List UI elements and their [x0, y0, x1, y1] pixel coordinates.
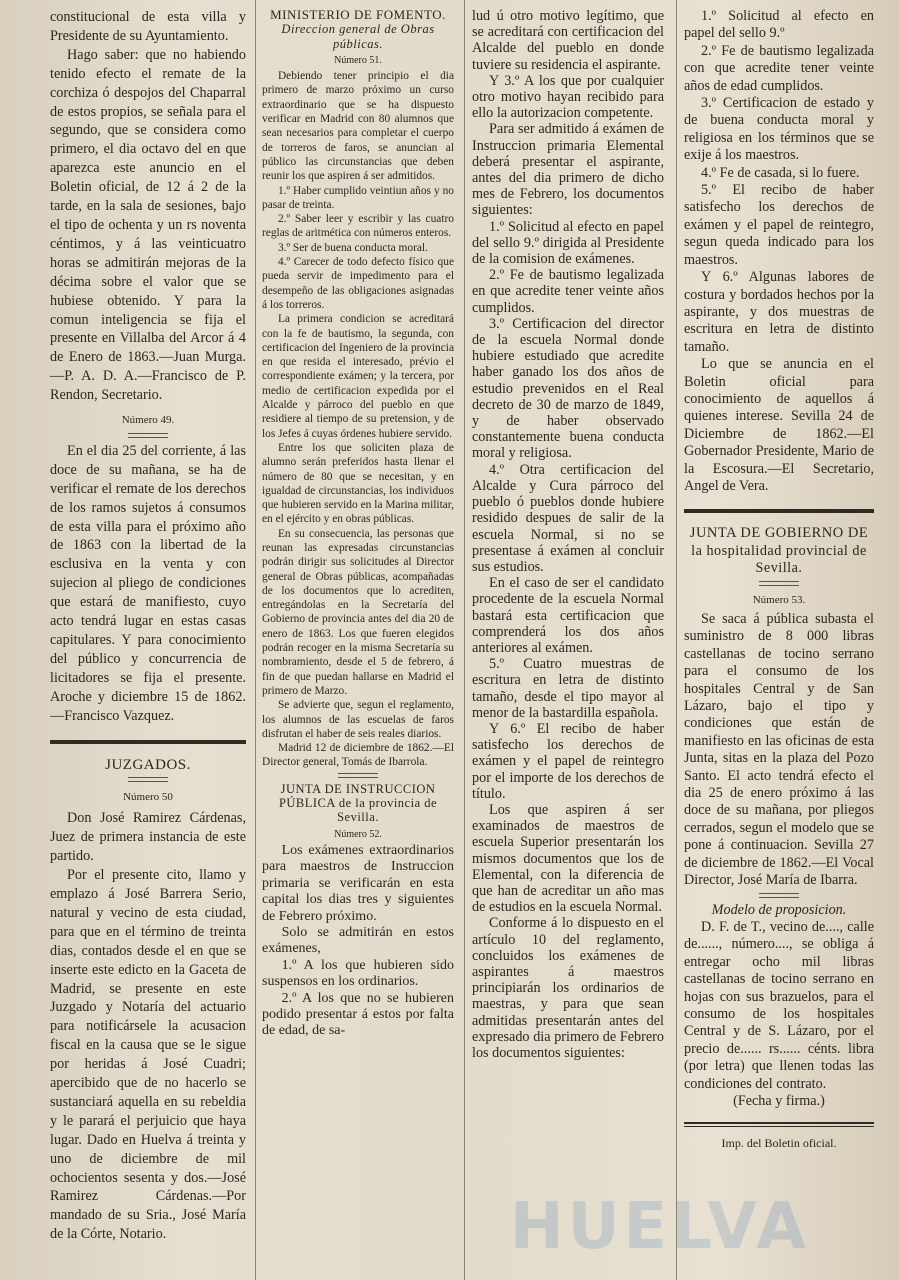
notice-number: Número 53.: [752, 593, 806, 606]
section-subheading: Direccion general de Obras públicas.: [281, 22, 435, 51]
paragraph: 1.º A los que hubieren sido suspensos en los ordinarios.: [262, 957, 454, 990]
signature-line: (Fecha y firma.): [733, 1092, 825, 1109]
paragraph: Conforme á lo dispuesto en el artículo 10 del reglamento, concluidos los exámenes de aspirantes á maestros principiarán los ordinarios de maestras, y para que sean admitidas presentarán antes del expresado dia primero de Febrero los documentos siguientes:: [472, 915, 664, 1061]
paragraph: 2.º A los que no se hubieren podido presentar á estos por falta de edad, de sa-: [262, 990, 454, 1039]
paragraph: Y 6.º Algunas labores de costura y bordados hechos por la aspirante, y dos muestras de escritura en letra de distinto tamaño.: [684, 269, 874, 355]
paragraph: Solo se admitirán en estos exámenes,: [262, 924, 454, 957]
paragraph: 2.º Fe de bautismo legalizada en que acredite tener veinte años cumplidos.: [472, 267, 664, 316]
paragraph: 1.º Solicitud al efecto en papel del sello 9.º dirigida al Presidente de la comision de exámenes.: [472, 218, 664, 268]
paragraph: D. F. de T., vecino de...., calle de......, número...., se obliga á entregar ocho mil libras castellanas de tocino serrano en hojas con sus brazuelos, para el consumo de los hospitales Central y de S. Lázaro, por el precio de...... rs...... cénts. libra (por letra) que llenen todas las condiciones del contrato.: [684, 918, 874, 1092]
column-rule: [464, 0, 465, 1280]
paragraph: 2.º Saber leer y escribir y las cuatro reglas de aritmética con números enteros.: [262, 213, 454, 240]
notice-number: Número 50: [123, 791, 173, 804]
paragraph: Los exámenes extraordinarios para maestros de Instruccion primaria se verificarán en esta capital los dias tres y siguientes de Febrero próximo.: [262, 842, 454, 924]
paragraph: Para ser admitido á exámen de Instruccion primaria Elemental deberá presentar el aspirante, antes del dia primero de dicho mes de Febrero, los documentos siguientes:: [472, 121, 664, 219]
small-divider: [128, 433, 168, 438]
section-heading: JUZGADOS.: [105, 756, 191, 773]
column-rule: [676, 0, 677, 1280]
paragraph: Y 6.º El recibo de haber satisfecho los derechos de exámen y el papel de reintegro por el importe de los derechos de título.: [472, 720, 664, 802]
paragraph: Se advierte que, segun el reglamento, los alumnos de las escuelas de faros disfrutan el haber de seis reales diarios.: [262, 699, 454, 740]
printer-imprint: Imp. del Boletin oficial.: [721, 1136, 837, 1151]
column-2: [262, 8, 454, 1276]
paragraph: 4.º Otra certificacion del Alcalde y Cura párroco del pueblo ó pueblos donde hubiere residido despues de salir de la escuela Normal, si no se presentase á exámen al concluir sus estudios.: [472, 461, 664, 575]
paragraph: 3.º Certificacion del director de la escuela Normal donde hubiere estudiado que acredite haber ganado los dos años de estudio prevenidos en el Real decreto de 30 de marzo de 1849, y de haber observado constantemente buena conducta moral y religiosa.: [472, 315, 664, 462]
section-divider: [684, 509, 874, 513]
paragraph: Se saca á pública subasta el suministro de 8 000 libras castellanas de tocino serrano para el consumo de los hospitales Central y de San Lázaro, bajo el tipo y condiciones que están de manifiesto en las oficinas de esta Junta, sitas en la plaza del Pozo Santo. El acto tendrá efecto el dia 25 de enero próximo á las doce de su mañana, por pliegos cerrados, segun el modelo que se pone á continuacion. Sevilla 27 de diciembre de 1862.—El Vocal Director, José María de Ibarra.: [684, 611, 874, 889]
notice-number: Número 49.: [121, 414, 175, 427]
small-divider: [759, 893, 799, 898]
small-divider: [759, 581, 799, 586]
section-heading: JUNTA DE INSTRUCCION PÚBLICA de la provincia de Sevilla.: [278, 781, 438, 825]
model-heading: Modelo de proposicion.: [711, 901, 847, 918]
column-1: [50, 8, 246, 1276]
paragraph: Madrid 12 de diciembre de 1862.—El Director general, Tomás de Ibarrola.: [262, 742, 454, 769]
paragraph: Debiendo tener principio el dia primero de marzo próximo un curso extraordinario que se ha dispuesto verificar en Madrid con 80 alumnos que sean necesarios para completar el cuerpo de torreros de faros, se anuncian al público las circunstancias que deben reunir los que aspiren á ser admitidos.: [262, 70, 454, 183]
section-divider: [684, 1122, 874, 1127]
paragraph: 2.º Fe de bautismo legalizada con que acredite tener veinte años de edad cumplidos.: [684, 42, 874, 94]
paragraph: Los que aspiren á ser examinados de maestros de escuela Superior presentarán los mismos documentos que los de Elemental, con la diferencia de que han de acreditar un año mas de estudios en la escuela Normal.: [472, 801, 664, 916]
paragraph: Hago saber: que no habiendo tenido efecto el remate de la corchiza ó despojos del Chaparral de estos propios, se señala para el segundo, que se considera como primero, el dia octavo del en que aparezca este anuncio en el Boletin oficial, de 12 á 2 de la tarde, en la sala de sesiones, bajo el tipo de ochenta y un rs noventa céntimos, y á las veinticuatro horas se admitirán mejoras de la décima sobre el valor que se hubiese obtenido. Y para la comun inteligencia se fija el presente en Villalba del Arcor á 4 de Enero de 1863.—Juan Murga.—P. A. D. A.—Francisco de P. Rendon, Secretario.: [50, 46, 246, 404]
paragraph: 4.º Fe de casada, si lo fuere.: [701, 164, 860, 181]
paragraph: 3.º Ser de buena conducta moral.: [277, 241, 428, 254]
paragraph: constitucional de esta villa y Presidente de su Ayuntamiento.: [50, 9, 246, 44]
paragraph: Lo que se anuncia en el Boletin oficial para conocimiento de aquellos á quienes interese. Sevilla 24 de Diciembre de 1862.—El Gobernador Presidente, Mario de la Escosura.—El Secretario, Angel de Vera.: [684, 356, 874, 494]
small-divider: [338, 773, 378, 778]
paragraph: 4.º Carecer de todo defecto físico que pueda servir de impedimento para el desempeño de las obligaciones asignadas á los torreros.: [262, 256, 454, 311]
small-divider: [128, 777, 168, 782]
paragraph: lud ú otro motivo legítimo, que se acreditará con certificacion del Alcalde del pueblo en donde tuviere su residencia el aspirante.: [472, 8, 664, 73]
paragraph: En su consecuencia, las personas que reunan las expresadas circunstancias podrán dirigir sus solicitudes al Director general de Obras públicas, acompañadas de los documentos que lo acrediten, entregándolas en la Secretaría del Gobierno de provincia antes del dia 20 de enero de 1863. Los que fueren elegidos podrán recoger en la misma Secretaría su nombramiento, desde el 5 de febrero, á fin de que puedan hallarse en Madrid el primero de Marzo.: [262, 527, 454, 697]
column-rule: [255, 0, 256, 1280]
paragraph: 5.º El recibo de haber satisfecho los derechos de exámen y el papel de reintegro, segun queda indicado para los maestros.: [684, 182, 874, 268]
watermark-logo: HUELVA: [510, 1190, 810, 1264]
paragraph: En el dia 25 del corriente, á las doce de su mañana, se ha de verificar el remate de los derechos de los ramos sujetos á consumos de esta villa para el próximo año de 1863 con la libertad de la esclusiva en la venta y con sujecion al pliego de condiciones que estará de manifiesto, cuyo acto tendrá lugar en estas casas capitulares. Y para conocimiento del público y concurrencia de licitadores se fija el presente. Aroche y diciembre 15 de 1862.—Francisco Vazquez.: [50, 442, 246, 724]
paragraph: 5.º Cuatro muestras de escritura en letra de distinto tamaño, desde el tipo mayor al menor de la bastardilla española.: [472, 656, 664, 721]
paragraph: En el caso de ser el candidato procedente de la escuela Normal bastará esta certificacion que comprenderá los dos años anteriores al exámen.: [472, 575, 664, 656]
column-3: [472, 8, 664, 1276]
paragraph: Don José Ramirez Cárdenas, Juez de primera instancia de este partido.: [50, 810, 246, 865]
column-4: [684, 8, 874, 1276]
section-subheading: la hospitalidad provincial de Sevilla.: [691, 542, 867, 577]
paragraph: Y 3.º A los que por cualquier otro motivo hayan recibido para ello la autorizacion competente.: [472, 72, 664, 122]
paragraph: 3.º Certificacion de estado y de buena conducta moral y religiosa en los términos que se exije á los maestros.: [684, 95, 874, 164]
paragraph: Por el presente cito, llamo y emplazo á José Barrera Serio, natural y vecino de esta ciudad, para que en el término de treinta dias, contados desde el en que se inserte este edicto en la Gaceta de Madrid, se presente en este Juzgado y Notaría del actuario para notificársele la acusacion fiscal en la causa que se le sigue por heridas á José Cuadri; apercibido que de no hacerlo se sustanciará aquella en su rebeldia y le parará el perjuicio que haya lugar. Dado en Huelva á treinta y uno de diciembre de mil ochocientos sesenta y dos.—José Ramirez Cárdenas.—Por mandado de su Sria., José María de la Córte, Notario.: [50, 867, 246, 1243]
notice-number: Número 51.: [334, 54, 382, 66]
notice-number: Número 52.: [334, 828, 382, 840]
section-heading: JUNTA DE GOBIERNO DE: [689, 525, 869, 542]
paragraph: La primera condicion se acreditará con la fe de bautismo, la segunda, con certificacion del Ingeniero de la provincia en que resida el interesado, prévio el correspondiente exámen; y la tercera, por medio de certificacion expedida por el Alcalde y párroco del pueblo en que residiere al tiempo de su pretension, y de los Jefes á cuyas órdenes hubiere servido.: [262, 313, 454, 440]
paragraph: 1.º Haber cumplido veintiun años y no pasar de treinta.: [262, 184, 454, 211]
section-heading: MINISTERIO DE FOMENTO.: [270, 8, 446, 22]
section-divider: [50, 740, 246, 744]
paragraph: 1.º Solicitud al efecto en papel del sello 9.º: [684, 8, 874, 42]
paragraph: Entre los que soliciten plaza de alumno serán preferidos hasta llenar el número de 80 que se necesitan, y en igualdad de circunstancias, los individuos que hubieren servido en la Marina militar, en el ejército y en obras públicas.: [262, 441, 454, 526]
